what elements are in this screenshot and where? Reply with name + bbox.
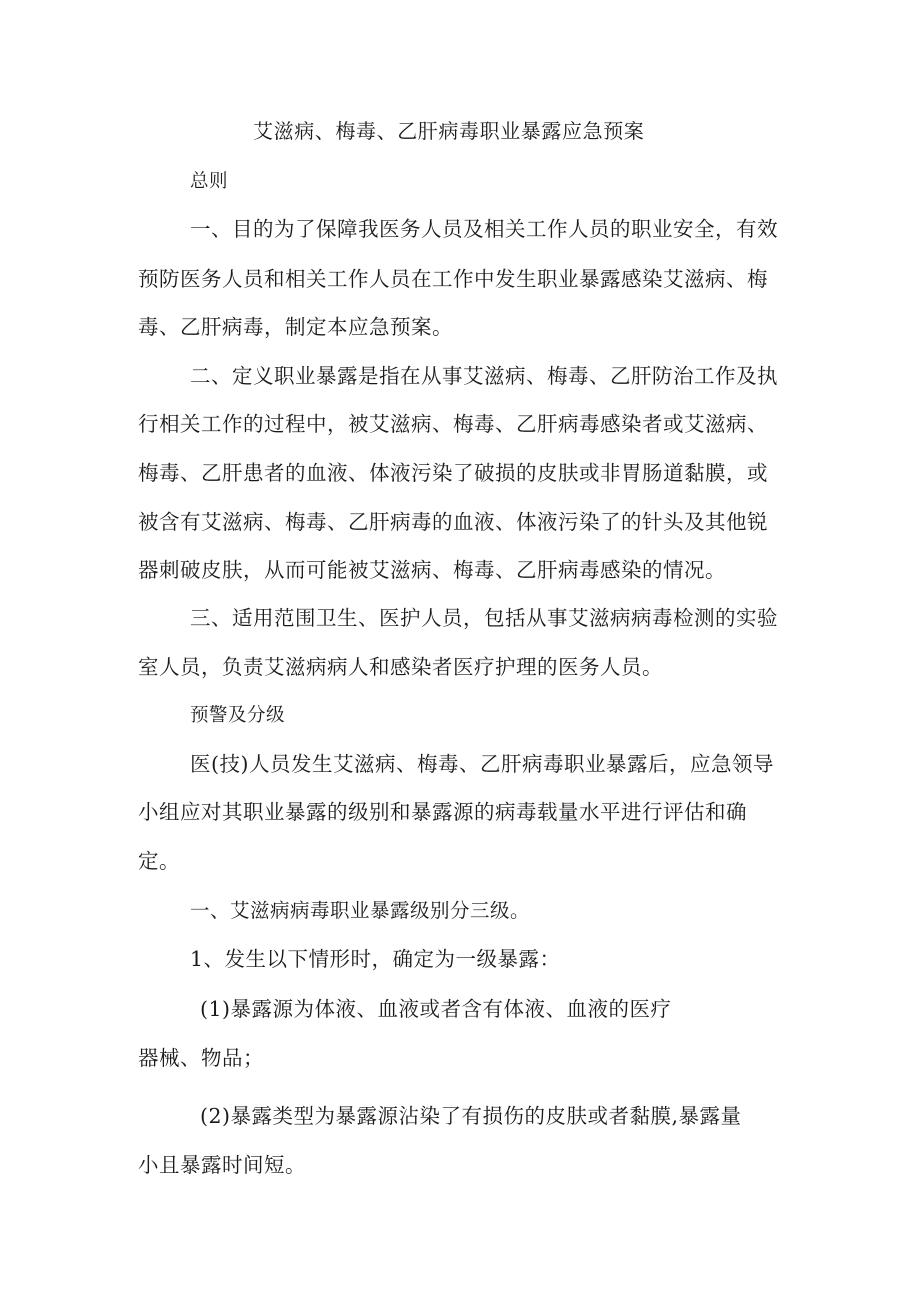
paragraph-definition-line-5: 器刺破皮肤，从而可能被艾滋病、梅毒、乙肝病毒感染的情况。: [138, 558, 726, 582]
section-heading-warning: 预警及分级: [190, 705, 286, 726]
paragraph-level-one-intro: 1、发生以下情形时，确定为一级暴露：: [190, 947, 561, 971]
paragraph-definition-line-3: 梅毒、乙肝患者的血液、体液污染了破损的皮肤或非胃肠道黏膜，或: [138, 461, 768, 485]
paragraph-purpose-line-3: 毒、乙肝病毒，制定本应急预案。: [138, 315, 453, 339]
paragraph-item-1-line-1: (1)暴露源为体液、血液或者含有体液、血液的医疗: [200, 997, 672, 1021]
paragraph-definition-line-1: 二、定义职业暴露是指在从事艾滋病、梅毒、乙肝防治工作及执: [190, 364, 778, 388]
paragraph-purpose-line-2: 预防医务人员和相关工作人员在工作中发生职业暴露感染艾滋病、梅: [138, 267, 768, 291]
paragraph-hiv-levels: 一、艾滋病病毒职业暴露级别分三级。: [190, 899, 531, 922]
paragraph-purpose-line-1: 一、目的为了保障我医务人员及相关工作人员的职业安全，有效: [190, 217, 778, 241]
document-title: 艾滋病、梅毒、乙肝病毒职业暴露应急预案: [253, 119, 645, 143]
paragraph-scope-line-1: 三、适用范围卫生、医护人员，包括从事艾滋病病毒检测的实验: [190, 606, 778, 630]
paragraph-assessment-line-1: 医(技)人员发生艾滋病、梅毒、乙肝病毒职业暴露后，应急领导: [190, 752, 774, 776]
paragraph-item-2-line-2: 小且暴露时间短。: [138, 1153, 306, 1177]
paragraph-definition-line-2: 行相关工作的过程中，被艾滋病、梅毒、乙肝病毒感染者或艾滋病、: [138, 412, 768, 436]
paragraph-definition-line-4: 被含有艾滋病、梅毒、乙肝病毒的血液、体液污染了的针头及其他锐: [138, 510, 768, 534]
paragraph-scope-line-2: 室人员，负责艾滋病病人和感染者医疗护理的医务人员。: [138, 655, 663, 679]
paragraph-item-1-line-2: 器械、物品；: [138, 1046, 264, 1070]
paragraph-item-2-line-1: (2)暴露类型为暴露源沾染了有损伤的皮肤或者黏膜,暴露量: [200, 1104, 742, 1128]
paragraph-assessment-line-3: 定。: [138, 849, 180, 873]
paragraph-assessment-line-2: 小组应对其职业暴露的级别和暴露源的病毒载量水平进行评估和确: [138, 800, 747, 824]
section-heading-general: 总则: [190, 171, 229, 192]
